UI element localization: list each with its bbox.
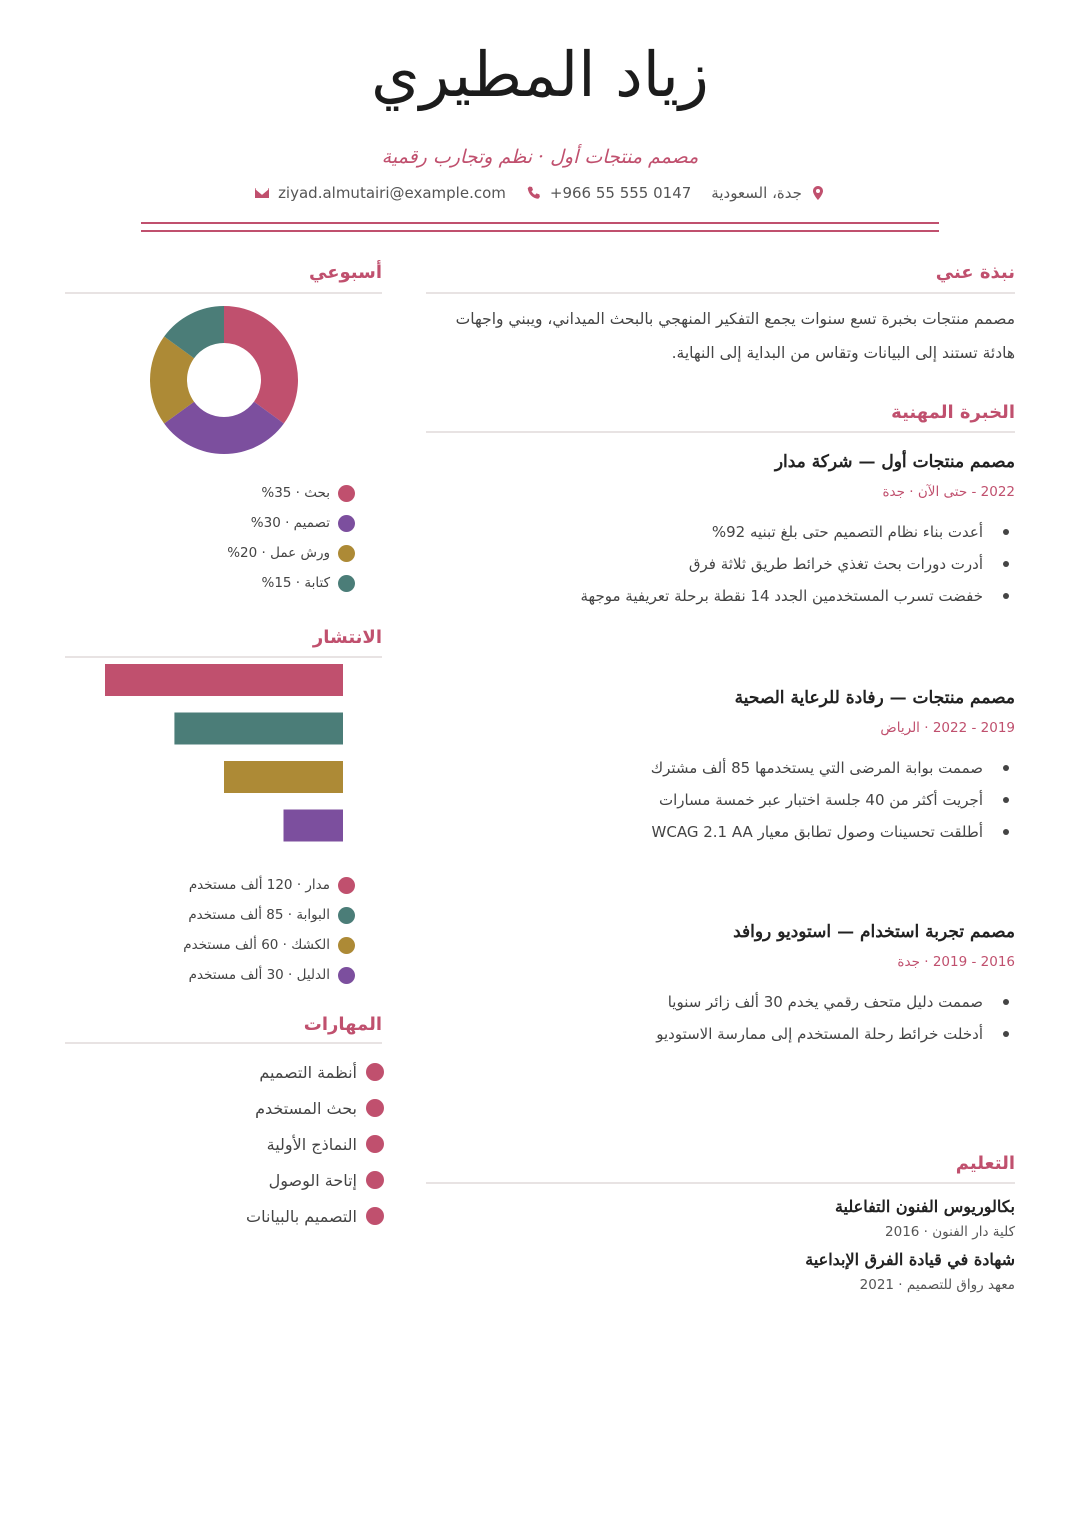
education-list: [426, 1197, 1015, 1293]
legend-label: الدليل · 30 ألف مستخدم: [188, 967, 330, 983]
skill-dot: [366, 1207, 384, 1225]
reach-bar-1: [105, 664, 343, 696]
job-bullets: [426, 516, 1015, 612]
skill-label: إتاحة الوصول: [268, 1170, 357, 1190]
skill-label: بحث المستخدم: [255, 1098, 357, 1118]
legend-label: بحث · 35%: [261, 485, 330, 501]
legend-item: [65, 900, 355, 930]
legend-item: [65, 538, 355, 568]
job-2: [426, 688, 1015, 848]
edu-meta: كلية دار الفنون · 2016: [885, 1224, 1015, 1240]
job-bullets: [426, 986, 1015, 1050]
reach-bar-chart: [65, 660, 355, 850]
legend-dot: [338, 907, 355, 924]
weekly-title: أسبوعي: [308, 262, 382, 283]
reach-title: الانتشار: [312, 627, 382, 648]
list-item: صممت بوابة المرضى التي يستخدمها 85 ألف مشترك: [426, 752, 1015, 784]
legend-label: تصميم · 30%: [250, 515, 330, 531]
email-text: ziyad.almutairi@example.com: [278, 184, 506, 202]
legend-label: كتابة · 15%: [261, 575, 330, 591]
skill-item: [65, 1090, 384, 1126]
skill-item: [65, 1198, 384, 1234]
reach-bar-3: [224, 761, 343, 793]
contact-location: [711, 184, 826, 202]
list-item: خفضت تسرب المستخدمين الجدد 14 نقطة برحلة تعريفية موجهة: [426, 580, 1015, 612]
legend-item: [65, 508, 355, 538]
job-meta: 2019 - 2022 · الرياض: [880, 720, 1015, 736]
edu-title: شهادة في قيادة الفرق الإبداعية: [805, 1250, 1015, 1269]
job-3: [426, 922, 1015, 1050]
envelope-icon: [254, 185, 270, 201]
job-title: مصمم منتجات — رفادة للرعاية الصحية: [734, 688, 1015, 708]
header-rule-bottom: [141, 230, 939, 232]
legend-dot: [338, 575, 355, 592]
job-title: مصمم تجربة استخدام — استوديو روافد: [733, 922, 1015, 942]
skill-label: النماذج الأولية: [266, 1134, 357, 1154]
list-item: أطلقت تحسينات وصول تطابق معيار WCAG 2.1 AA: [426, 816, 1015, 848]
skill-item: [65, 1162, 384, 1198]
reach-bar-4: [284, 810, 344, 842]
reach-legend: [65, 870, 355, 990]
phone-text: +966 55 555 0147: [549, 184, 692, 202]
legend-label: البوابة · 85 ألف مستخدم: [188, 907, 330, 923]
legend-label: مدار · 120 ألف مستخدم: [188, 877, 330, 893]
list-item: أدخلت خرائط رحلة المستخدم إلى ممارسة الاستوديو: [426, 1018, 1015, 1050]
job-subtitle: مصمم منتجات أول · نظم وتجارب رقمية: [381, 146, 699, 168]
about-text: مصمم منتجات بخبرة تسع سنوات يجمع التفكير المنهجي بالبحث الميداني، ويبني واجهات هادئة تستند إلى البيانات وتقاس من البداية إلى النهاية.: [455, 310, 1015, 362]
legend-item: [65, 870, 355, 900]
legend-item: [65, 930, 355, 960]
skill-item: [65, 1126, 384, 1162]
job-meta: 2016 - 2019 · جدة: [897, 954, 1015, 970]
list-item: أعدت بناء نظام التصميم حتى بلغ تبنيه 92%: [426, 516, 1015, 548]
job-title: مصمم منتجات أول — شركة مدار: [774, 452, 1015, 472]
legend-dot: [338, 877, 355, 894]
experience-title: الخبرة المهنية: [891, 402, 1015, 423]
edu-title: بكالوريوس الفنون التفاعلية: [834, 1197, 1015, 1216]
header-rule-top: [141, 222, 939, 224]
reach-divider: [65, 656, 382, 658]
job-meta: 2022 - حتى الآن · جدة: [882, 484, 1015, 500]
skill-dot: [366, 1063, 384, 1081]
list-item: أجريت أكثر من 40 جلسة اختبار عبر خمسة مسارات: [426, 784, 1015, 816]
job-bullets: [426, 752, 1015, 848]
contact-email[interactable]: [254, 184, 506, 202]
legend-dot: [338, 937, 355, 954]
legend-label: ورش عمل · 20%: [227, 545, 330, 561]
list-item: أدرت دورات بحث تغذي خرائط طريق ثلاثة فرق: [426, 548, 1015, 580]
legend-label: الكشك · 60 ألف مستخدم: [183, 937, 330, 953]
list-item: صممت دليل متحف رقمي يخدم 30 ألف زائر سنويا: [426, 986, 1015, 1018]
reach-bar-2: [174, 713, 343, 745]
education-divider: [426, 1182, 1015, 1184]
legend-dot: [338, 545, 355, 562]
skill-dot: [366, 1099, 384, 1117]
donut-slice-1: [224, 306, 298, 423]
phone-icon: [526, 185, 542, 201]
skill-item: [65, 1054, 384, 1090]
about-title: نبذة عني: [935, 262, 1015, 283]
skill-label: التصميم بالبيانات: [246, 1206, 357, 1226]
weekly-donut-chart: [144, 300, 304, 460]
legend-dot: [338, 515, 355, 532]
education-title: التعليم: [955, 1153, 1015, 1174]
skill-dot: [366, 1135, 384, 1153]
about-divider: [426, 292, 1015, 294]
location-text: جدة، السعودية: [711, 184, 802, 202]
skills-list: [65, 1054, 384, 1234]
legend-item: [65, 478, 355, 508]
skills-divider: [65, 1042, 382, 1044]
skill-dot: [366, 1171, 384, 1189]
contact-bar: [0, 184, 1080, 202]
legend-item: [65, 960, 355, 990]
weekly-divider: [65, 292, 382, 294]
edu-meta: معهد رواق للتصميم · 2021: [859, 1277, 1015, 1293]
legend-item: [65, 568, 355, 598]
map-pin-icon: [810, 185, 826, 201]
candidate-name: زياد المطيري: [371, 38, 709, 111]
experience-divider: [426, 431, 1015, 433]
contact-phone[interactable]: [526, 184, 691, 202]
job-1: [426, 452, 1015, 612]
legend-dot: [338, 485, 355, 502]
legend-dot: [338, 967, 355, 984]
skills-title: المهارات: [303, 1014, 382, 1035]
weekly-legend: [65, 478, 355, 598]
skill-label: أنظمة التصميم: [259, 1062, 357, 1082]
